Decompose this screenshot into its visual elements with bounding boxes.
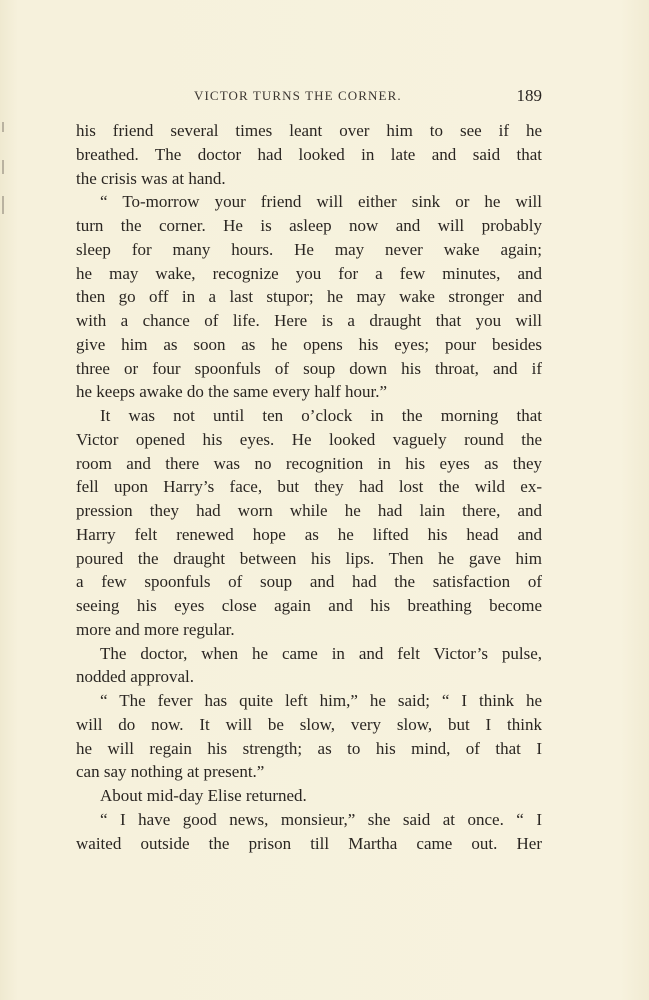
text-line: with a chance of life. Here is a draught that you will (76, 311, 542, 330)
text-line: nodded approval. (76, 667, 195, 687)
text-line: he will regain his strength; as to his mind, of that I (76, 738, 542, 758)
text-line: his friend several times leant over him to see if he (76, 121, 542, 140)
text-line: he may wake, recognize you for a few minutes, and (76, 263, 542, 283)
text-line: he keeps awake do the same every half hour.” (76, 382, 388, 402)
text-line: About mid-day Elise returned. (100, 786, 307, 805)
page-number: 189 (516, 86, 542, 105)
body-text (76, 119, 542, 855)
text-line: turn the corner. He is asleep now and will probably (76, 216, 542, 235)
page-edge-mark (2, 122, 4, 132)
text-line: then go off in a last stupor; he may wake stronger and (76, 287, 542, 307)
text-line: three or four spoonfuls of soup down his throat, and if (76, 358, 542, 378)
text-line: waited outside the prison till Martha came out. Her (76, 833, 542, 853)
page-edge-mark (2, 196, 4, 214)
text-line: the crisis was at hand. (76, 168, 226, 188)
page-header (76, 86, 542, 108)
text-line: The doctor, when he came in and felt Victor’s pulse, (100, 643, 542, 663)
text-line: can say nothing at present.” (76, 762, 265, 782)
text-line: a few spoonfuls of soup and had the satisfaction of (76, 572, 542, 592)
text-line: Victor opened his eyes. He looked vaguely round the (76, 429, 542, 449)
text-line: “ To-morrow your friend will either sink or he will (100, 192, 542, 212)
text-line: poured the draught between his lips. Then he gave him (76, 548, 542, 568)
text-line: give him as soon as he opens his eyes; pour besides (76, 334, 542, 354)
text-line: “ I have good news, monsieur,” she said at once. “ I (100, 809, 542, 829)
text-line: pression they had worn while he had lain there, and (76, 501, 542, 520)
text-line: fell upon Harry’s face, but they had lost the wild ex- (76, 477, 542, 497)
text-line: breathed. The doctor had looked in late and said that (76, 144, 542, 164)
page-edge-mark (2, 160, 4, 174)
text-line: more and more regular. (76, 619, 235, 639)
running-head: VICTOR TURNS THE CORNER. (194, 88, 402, 103)
text-line: room and there was no recognition in his eyes as they (76, 453, 542, 473)
text-line: Harry felt renewed hope as he lifted his head and (76, 524, 542, 544)
text-line: “ The fever has quite left him,” he said; “ I think he (100, 691, 542, 710)
text-line: sleep for many hours. He may never wake again; (76, 239, 542, 259)
text-line: It was not until ten o’clock in the morning that (100, 406, 542, 425)
text-line: seeing his eyes close again and his breathing become (76, 596, 542, 615)
text-line: will do now. It will be slow, very slow, but I think (76, 714, 542, 734)
